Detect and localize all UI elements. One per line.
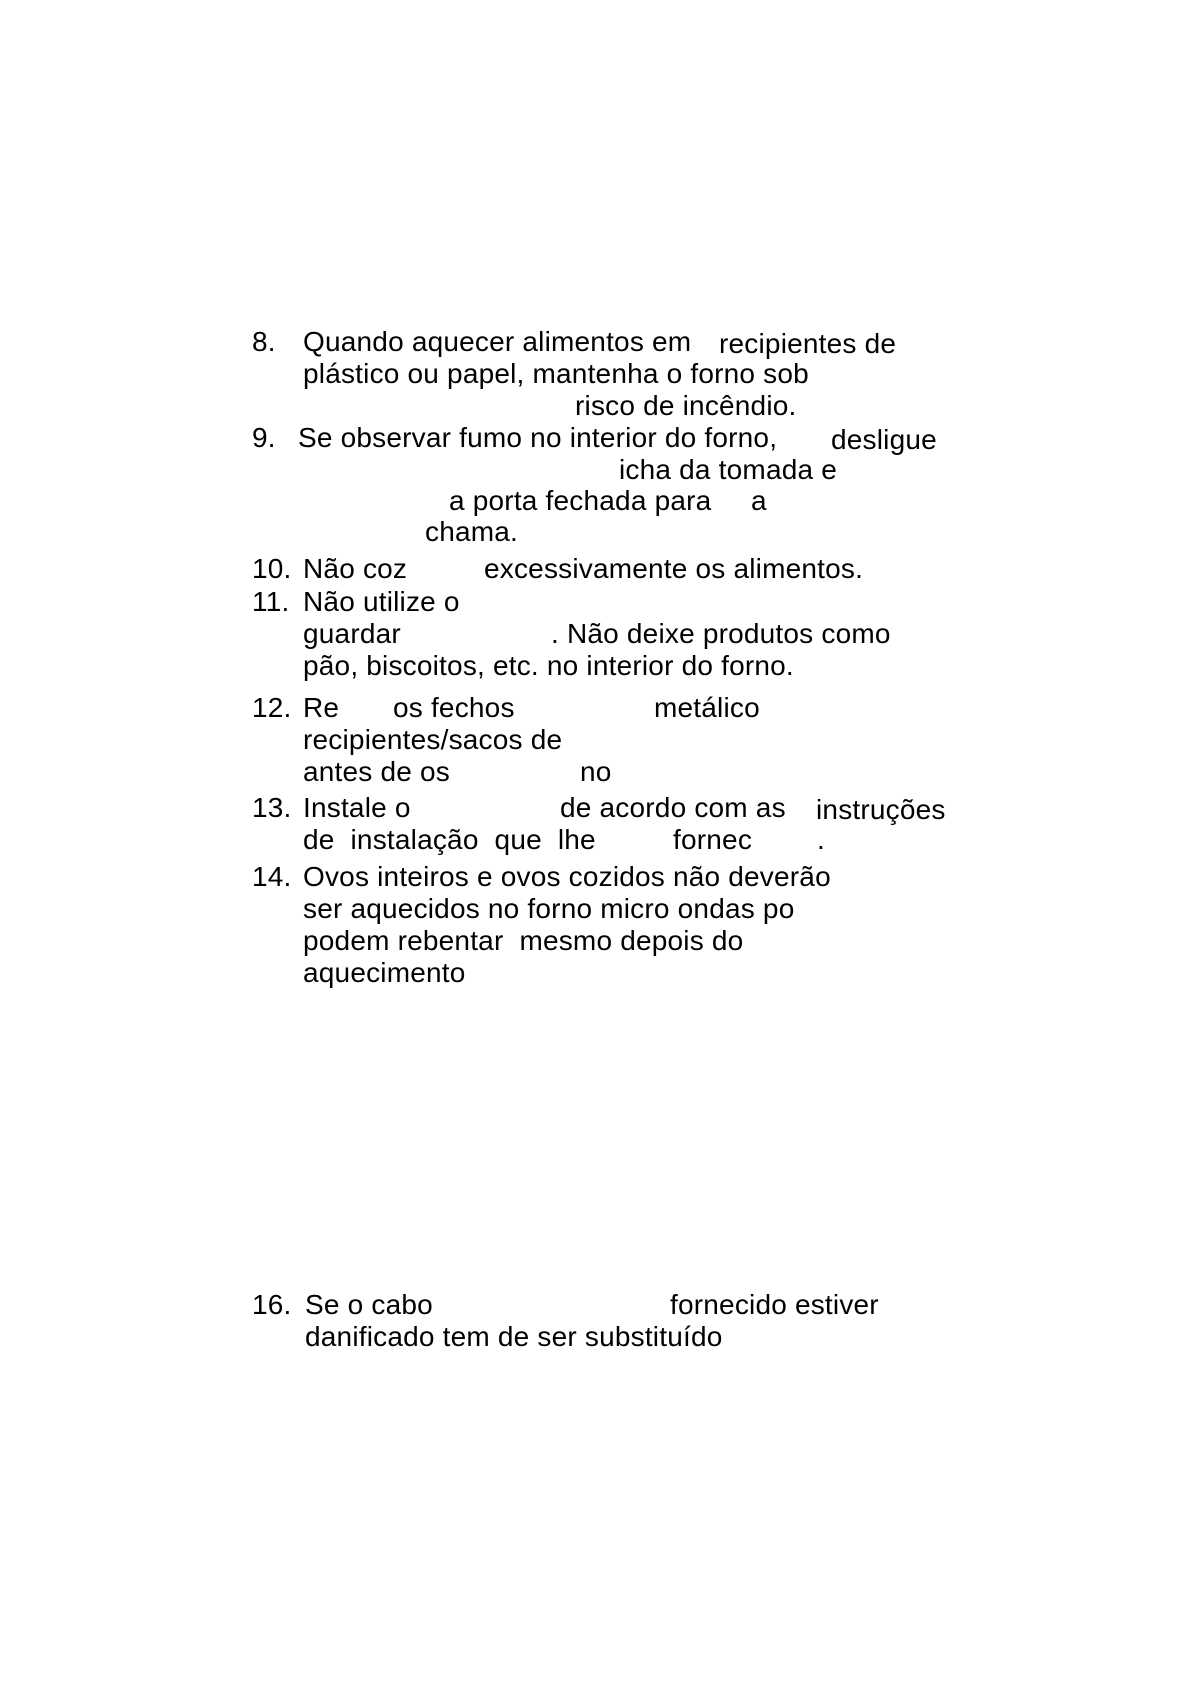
- item-text-line: fornec: [673, 824, 753, 855]
- item-text-line: pão, biscoitos, etc. no interior do forno.: [303, 650, 794, 681]
- item-text-line: ser aquecidos no forno micro ondas po: [303, 893, 795, 924]
- item-text-line: Não coz: [303, 553, 408, 584]
- item-text-line: recipientes de: [719, 328, 897, 359]
- item-number: 16.: [252, 1289, 292, 1320]
- item-text-line: chama.: [425, 516, 519, 547]
- item-text-line: Se o cabo: [305, 1289, 433, 1320]
- item-text-line: de acordo com as: [560, 792, 786, 823]
- item-text-line: no: [580, 756, 612, 787]
- item-text-line: .: [817, 824, 825, 855]
- item-text-line: antes de os: [303, 756, 450, 787]
- item-text-line: a porta fechada para: [449, 485, 712, 516]
- item-text-line: fornecido estiver: [670, 1289, 879, 1320]
- item-text-line: risco de incêndio.: [575, 390, 797, 421]
- item-text-line: icha da tomada e: [619, 454, 838, 485]
- item-text-line: aquecimento: [303, 957, 466, 988]
- item-text-line: Quando aquecer alimentos em: [303, 326, 692, 357]
- item-text-line: metálico: [654, 692, 760, 723]
- item-text-line: instruções: [816, 794, 946, 825]
- item-text-line: plástico ou papel, mantenha o forno sob: [303, 358, 809, 389]
- item-text-line: os fechos: [393, 692, 515, 723]
- item-number: 10.: [252, 553, 292, 584]
- item-text-line: Ovos inteiros e ovos cozidos não deverão: [303, 861, 831, 892]
- item-text-line: guardar: [303, 618, 401, 649]
- item-text-line: podem rebentar mesmo depois do: [303, 925, 744, 956]
- item-number: 11.: [252, 586, 290, 617]
- item-text-line: Re: [303, 692, 340, 723]
- item-text-line: . Não deixe produtos como: [551, 618, 891, 649]
- item-number: 13.: [252, 792, 292, 823]
- item-text-line: de instalação que lhe: [303, 824, 596, 855]
- item-number: 12.: [252, 692, 292, 723]
- item-number: 14.: [252, 861, 292, 892]
- item-text-line: Não utilize o: [303, 586, 460, 617]
- item-number: 8.: [252, 326, 276, 357]
- item-text-line: desligue: [831, 424, 937, 455]
- item-text-line: Instale o: [303, 792, 411, 823]
- item-text-line: recipientes/sacos de: [303, 724, 563, 755]
- item-text-line: excessivamente os alimentos.: [484, 553, 864, 584]
- item-number: 9.: [252, 422, 276, 453]
- item-text-line: danificado tem de ser substituído: [305, 1321, 723, 1352]
- item-text-line: Se observar fumo no interior do forno,: [298, 422, 778, 453]
- item-text-line: a: [751, 485, 767, 516]
